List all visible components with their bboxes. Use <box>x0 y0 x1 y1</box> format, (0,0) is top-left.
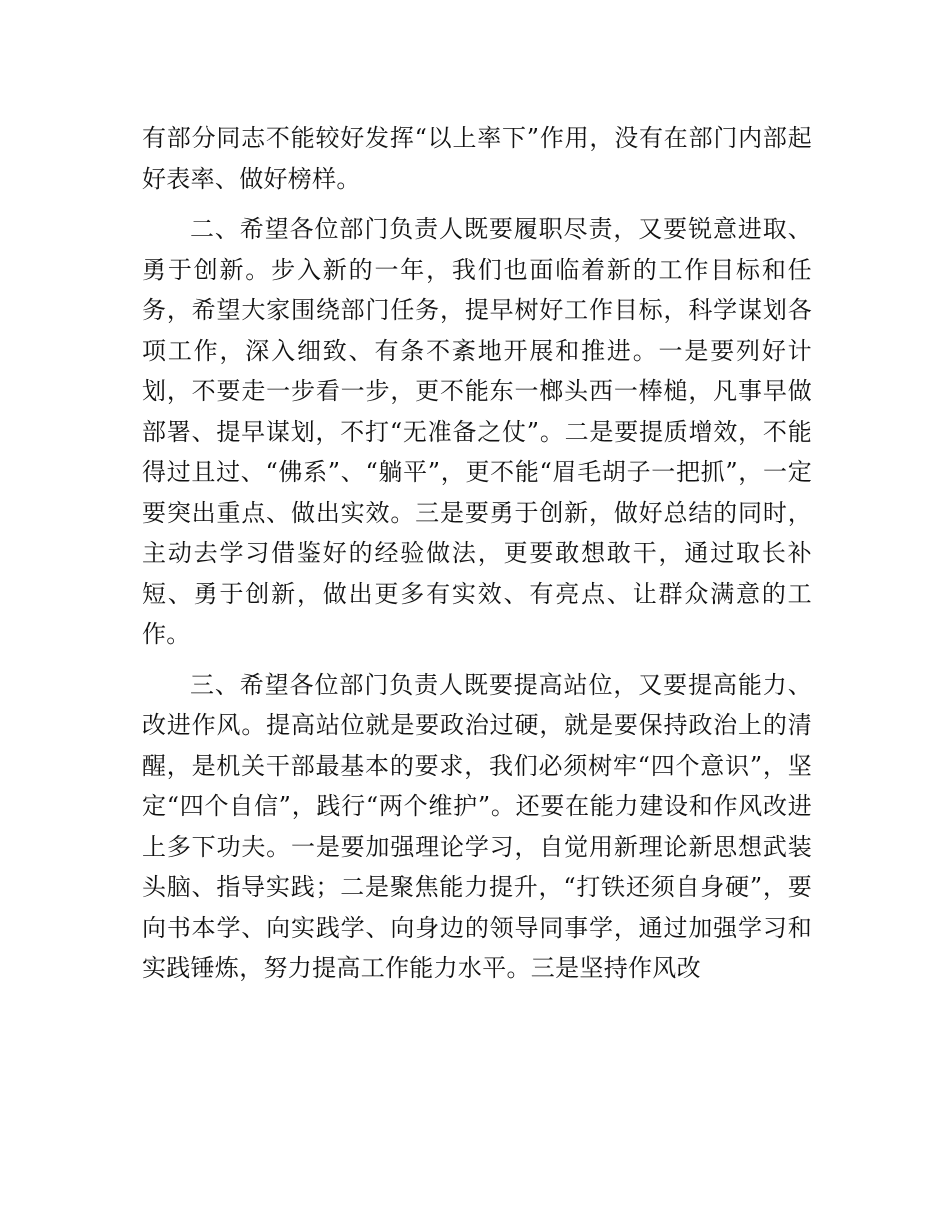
document-body <box>142 118 812 989</box>
paragraph-1: 有部分同志不能较好发挥“以上率下”作用，没有在部门内部起好表率、做好榜样。 <box>142 124 812 193</box>
paragraph-2: 二、希望各位部门负责人既要履职尽责，又要锐意进取、勇于创新。步入新的一年，我们也面临着新的工作目标和任务，希望大家围绕部门任务，提早树好工作目标，科学谋划各项工作，深入细致、有条不紊地开展和推进。一是要列好计划，不要走一步看一步，更不能东一榔头西一棒槌，凡事早做部署、提早谋划，不打“无准备之仗”。二是要提质增效，不能得过且过、“佛系”、“躺平”，更不能“眉毛胡子一把抓”，一定要突出重点、做出实效。三是要勇于创新，做好总结的同时，主动去学习借鉴好的经验做法，更要敢想敢干，通过取长补短、勇于创新，做出更多有实效、有亮点、让群众满意的工作。 <box>142 215 812 648</box>
paragraph-3: 三、希望各位部门负责人既要提高站位，又要提高能力、改进作风。提高站位就是要政治过硬，就是要保持政治上的清醒，是机关干部最基本的要求，我们必须树牢“四个意识”，坚定“四个自信”，践行“两个维护”。还要在能力建设和作风改进上多下功夫。一是要加强理论学习，自觉用新理论新思想武装头脑、指导实践；二是聚焦能力提升，“打铁还须自身硬”，要向书本学、向实践学、向身边的领导同事学，通过加强学习和实践锤炼，努力提高工作能力水平。三是坚持作风改 <box>142 670 812 982</box>
